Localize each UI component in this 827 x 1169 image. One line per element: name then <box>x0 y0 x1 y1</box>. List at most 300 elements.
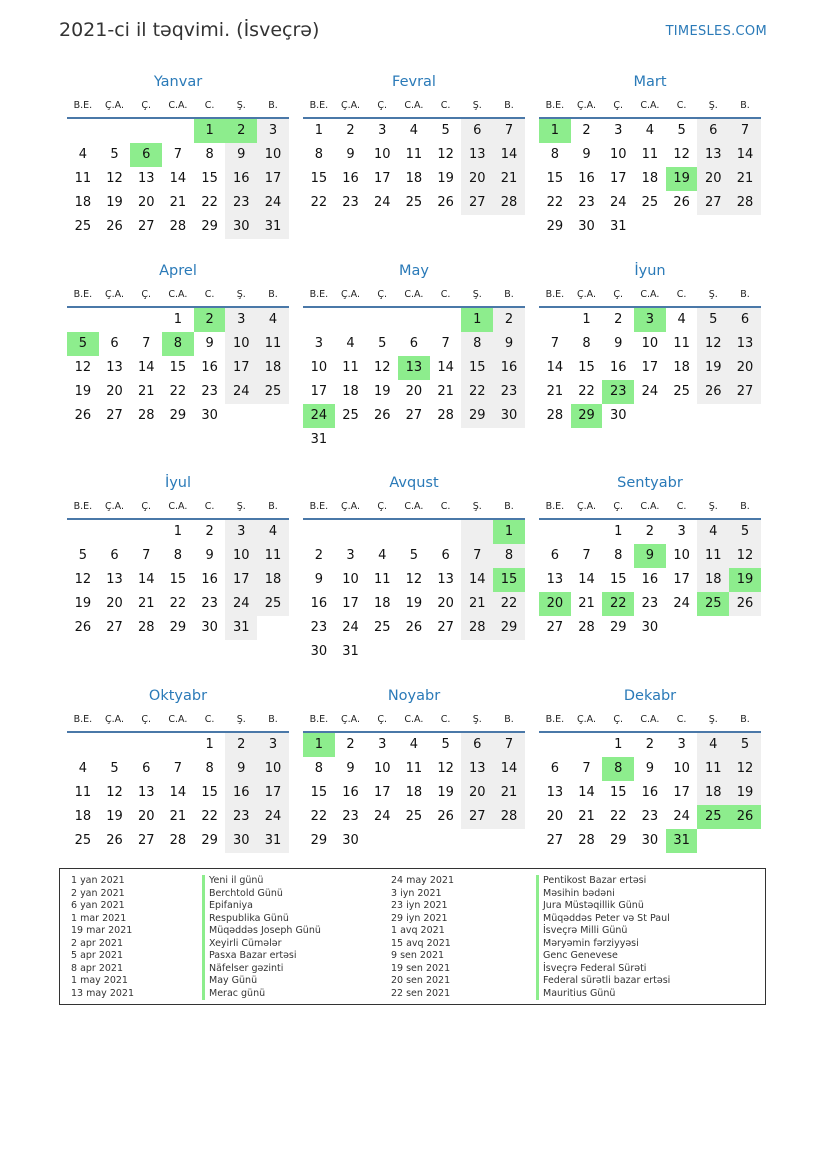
day-cell[interactable]: 12 <box>405 572 423 587</box>
day-cell[interactable]: 13 <box>437 572 454 587</box>
day-cell[interactable]: 27 <box>405 408 423 423</box>
day-cell[interactable]: 22 <box>578 384 595 399</box>
day-cell[interactable]: 2 <box>225 733 257 757</box>
day-cell[interactable]: 15 <box>461 356 493 380</box>
day-cell[interactable]: 23 <box>201 384 218 399</box>
day-cell[interactable]: 21 <box>578 809 595 824</box>
day-cell[interactable]: 10 <box>673 761 690 776</box>
day-cell[interactable]: 5 <box>409 548 419 563</box>
day-cell[interactable]: 20 <box>137 809 155 824</box>
day-cell[interactable]: 28 <box>461 616 493 640</box>
day-cell[interactable]: 21 <box>169 195 187 210</box>
day-cell[interactable]: 31 <box>225 616 257 640</box>
day-cell[interactable]: 28 <box>169 833 187 848</box>
day-cell[interactable]: 26 <box>373 408 391 423</box>
day-cell[interactable]: 7 <box>142 336 151 351</box>
day-cell[interactable]: 24 <box>609 195 627 210</box>
day-cell[interactable]: 25 <box>405 809 423 824</box>
day-cell[interactable]: 23 <box>201 596 218 611</box>
day-cell[interactable]: 20 <box>106 596 123 611</box>
day-cell[interactable]: 24 <box>257 805 289 829</box>
day-cell[interactable]: 13 <box>461 143 493 167</box>
day-cell[interactable]: 27 <box>546 833 564 848</box>
holiday-day-cell[interactable]: 3 <box>634 308 666 332</box>
day-cell[interactable]: 13 <box>461 757 493 781</box>
day-cell[interactable]: 2 <box>645 737 655 752</box>
day-cell[interactable]: 27 <box>461 191 493 215</box>
day-cell[interactable]: 19 <box>373 384 391 399</box>
day-cell[interactable]: 18 <box>405 171 423 186</box>
day-cell[interactable]: 9 <box>493 332 525 356</box>
day-cell[interactable]: 28 <box>437 408 454 423</box>
day-cell[interactable]: 25 <box>257 380 289 404</box>
day-cell[interactable]: 29 <box>201 219 218 234</box>
day-cell[interactable]: 25 <box>342 408 359 423</box>
day-cell[interactable]: 8 <box>173 548 183 563</box>
day-cell[interactable]: 4 <box>78 761 87 776</box>
day-cell[interactable]: 23 <box>493 380 525 404</box>
day-cell[interactable]: 3 <box>225 308 257 332</box>
day-cell[interactable]: 8 <box>582 336 591 351</box>
day-cell[interactable]: 23 <box>225 805 257 829</box>
day-cell[interactable]: 5 <box>110 761 119 776</box>
day-cell[interactable]: 22 <box>493 592 525 616</box>
day-cell[interactable]: 16 <box>201 360 218 375</box>
day-cell[interactable]: 25 <box>673 384 690 399</box>
day-cell[interactable]: 20 <box>461 781 493 805</box>
day-cell[interactable]: 7 <box>729 119 761 143</box>
day-cell[interactable]: 18 <box>697 568 729 592</box>
day-cell[interactable]: 28 <box>729 191 761 215</box>
day-cell[interactable]: 4 <box>697 520 729 544</box>
holiday-day-cell[interactable]: 24 <box>303 404 335 428</box>
day-cell[interactable]: 12 <box>673 147 690 162</box>
day-cell[interactable]: 15 <box>169 360 187 375</box>
day-cell[interactable]: 9 <box>205 548 214 563</box>
day-cell[interactable]: 6 <box>550 761 559 776</box>
day-cell[interactable]: 16 <box>225 781 257 805</box>
holiday-day-cell[interactable]: 15 <box>493 568 525 592</box>
day-cell[interactable]: 29 <box>169 620 187 635</box>
day-cell[interactable]: 4 <box>257 520 289 544</box>
day-cell[interactable]: 15 <box>201 785 218 800</box>
day-cell[interactable]: 5 <box>110 147 119 162</box>
day-cell[interactable]: 16 <box>641 785 659 800</box>
day-cell[interactable]: 20 <box>437 596 454 611</box>
day-cell[interactable]: 8 <box>314 761 323 776</box>
day-cell[interactable]: 2 <box>346 737 355 752</box>
day-cell[interactable]: 30 <box>201 408 218 423</box>
day-cell[interactable]: 21 <box>137 384 155 399</box>
day-cell[interactable]: 26 <box>697 380 729 404</box>
day-cell[interactable]: 3 <box>257 733 289 757</box>
day-cell[interactable]: 27 <box>697 191 729 215</box>
day-cell[interactable]: 10 <box>641 336 659 351</box>
day-cell[interactable]: 1 <box>314 123 323 138</box>
day-cell[interactable]: 4 <box>645 123 655 138</box>
day-cell[interactable]: 24 <box>673 596 690 611</box>
day-cell[interactable]: 19 <box>106 195 123 210</box>
day-cell[interactable]: 26 <box>729 592 761 616</box>
day-cell[interactable]: 23 <box>342 195 359 210</box>
day-cell[interactable]: 12 <box>437 761 454 776</box>
day-cell[interactable]: 1 <box>205 737 214 752</box>
holiday-day-cell[interactable]: 6 <box>130 143 162 167</box>
holiday-day-cell[interactable]: 1 <box>539 119 571 143</box>
day-cell[interactable]: 6 <box>110 336 119 351</box>
day-cell[interactable]: 5 <box>677 123 686 138</box>
holiday-day-cell[interactable]: 1 <box>493 520 525 544</box>
day-cell[interactable]: 24 <box>257 191 289 215</box>
day-cell[interactable]: 4 <box>409 123 419 138</box>
day-cell[interactable]: 5 <box>441 737 450 752</box>
day-cell[interactable]: 26 <box>106 219 123 234</box>
day-cell[interactable]: 23 <box>342 809 359 824</box>
day-cell[interactable]: 19 <box>405 596 423 611</box>
day-cell[interactable]: 18 <box>342 384 359 399</box>
day-cell[interactable]: 7 <box>173 761 183 776</box>
day-cell[interactable]: 21 <box>493 167 525 191</box>
day-cell[interactable]: 11 <box>697 544 729 568</box>
holiday-day-cell[interactable]: 19 <box>729 568 761 592</box>
day-cell[interactable]: 13 <box>106 360 123 375</box>
day-cell[interactable]: 2 <box>582 123 591 138</box>
day-cell[interactable]: 9 <box>645 761 655 776</box>
brand-link[interactable]: TIMESLES.COM <box>665 24 767 39</box>
day-cell[interactable]: 6 <box>409 336 419 351</box>
day-cell[interactable]: 18 <box>697 781 729 805</box>
day-cell[interactable]: 22 <box>310 195 328 210</box>
day-cell[interactable]: 22 <box>609 809 627 824</box>
day-cell[interactable]: 6 <box>110 548 119 563</box>
day-cell[interactable]: 7 <box>550 336 559 351</box>
day-cell[interactable]: 14 <box>493 757 525 781</box>
day-cell[interactable]: 16 <box>493 356 525 380</box>
holiday-day-cell[interactable]: 13 <box>398 356 430 380</box>
holiday-day-cell[interactable]: 1 <box>194 119 226 143</box>
day-cell[interactable]: 22 <box>546 195 564 210</box>
day-cell[interactable]: 11 <box>673 336 690 351</box>
day-cell[interactable]: 24 <box>225 380 257 404</box>
day-cell[interactable]: 10 <box>373 147 391 162</box>
day-cell[interactable]: 11 <box>257 544 289 568</box>
day-cell[interactable]: 4 <box>378 548 387 563</box>
day-cell[interactable]: 27 <box>137 219 155 234</box>
day-cell[interactable]: 11 <box>74 171 92 186</box>
day-cell[interactable]: 17 <box>373 785 391 800</box>
day-cell[interactable]: 15 <box>609 785 627 800</box>
day-cell[interactable]: 4 <box>346 336 355 351</box>
holiday-day-cell[interactable]: 23 <box>602 380 634 404</box>
day-cell[interactable]: 11 <box>405 761 423 776</box>
day-cell[interactable]: 27 <box>137 833 155 848</box>
day-cell[interactable]: 12 <box>106 171 123 186</box>
day-cell[interactable]: 3 <box>677 524 686 539</box>
day-cell[interactable]: 23 <box>225 191 257 215</box>
day-cell[interactable]: 15 <box>169 572 187 587</box>
day-cell[interactable]: 23 <box>310 620 328 635</box>
day-cell[interactable]: 9 <box>225 143 257 167</box>
day-cell[interactable]: 28 <box>493 191 525 215</box>
day-cell[interactable]: 19 <box>437 171 454 186</box>
holiday-day-cell[interactable]: 8 <box>162 332 194 356</box>
day-cell[interactable]: 11 <box>373 572 391 587</box>
day-cell[interactable]: 11 <box>641 147 659 162</box>
day-cell[interactable]: 20 <box>697 167 729 191</box>
day-cell[interactable]: 9 <box>582 147 591 162</box>
day-cell[interactable]: 17 <box>641 360 659 375</box>
day-cell[interactable]: 14 <box>461 568 493 592</box>
day-cell[interactable]: 6 <box>461 733 493 757</box>
day-cell[interactable]: 7 <box>582 548 591 563</box>
day-cell[interactable]: 14 <box>578 785 595 800</box>
holiday-day-cell[interactable]: 19 <box>666 167 698 191</box>
day-cell[interactable]: 8 <box>314 147 323 162</box>
day-cell[interactable]: 6 <box>142 761 151 776</box>
day-cell[interactable]: 7 <box>461 544 493 568</box>
day-cell[interactable]: 31 <box>257 215 289 239</box>
day-cell[interactable]: 31 <box>257 829 289 853</box>
day-cell[interactable]: 20 <box>546 809 564 824</box>
day-cell[interactable]: 17 <box>225 568 257 592</box>
holiday-day-cell[interactable]: 20 <box>539 592 571 616</box>
day-cell[interactable]: 24 <box>641 384 659 399</box>
day-cell[interactable]: 6 <box>441 548 450 563</box>
day-cell[interactable]: 8 <box>550 147 559 162</box>
day-cell[interactable]: 13 <box>546 572 564 587</box>
day-cell[interactable]: 21 <box>493 781 525 805</box>
day-cell[interactable]: 3 <box>314 336 323 351</box>
holiday-day-cell[interactable]: 8 <box>602 757 634 781</box>
day-cell[interactable]: 2 <box>614 312 623 327</box>
day-cell[interactable]: 11 <box>257 332 289 356</box>
day-cell[interactable]: 17 <box>673 572 690 587</box>
day-cell[interactable]: 6 <box>550 548 559 563</box>
day-cell[interactable]: 30 <box>578 219 595 234</box>
day-cell[interactable]: 24 <box>373 809 391 824</box>
day-cell[interactable]: 29 <box>461 404 493 428</box>
day-cell[interactable]: 5 <box>78 548 87 563</box>
day-cell[interactable]: 12 <box>437 147 454 162</box>
day-cell[interactable]: 14 <box>729 143 761 167</box>
day-cell[interactable]: 21 <box>461 592 493 616</box>
day-cell[interactable]: 7 <box>142 548 151 563</box>
day-cell[interactable]: 29 <box>609 833 627 848</box>
day-cell[interactable]: 8 <box>614 548 623 563</box>
day-cell[interactable]: 26 <box>106 833 123 848</box>
day-cell[interactable]: 25 <box>405 195 423 210</box>
day-cell[interactable]: 9 <box>225 757 257 781</box>
day-cell[interactable]: 23 <box>641 809 659 824</box>
day-cell[interactable]: 30 <box>310 644 328 659</box>
day-cell[interactable]: 30 <box>225 215 257 239</box>
day-cell[interactable]: 1 <box>173 312 183 327</box>
holiday-day-cell[interactable]: 1 <box>303 733 335 757</box>
day-cell[interactable]: 6 <box>729 308 761 332</box>
day-cell[interactable]: 3 <box>677 737 686 752</box>
day-cell[interactable]: 18 <box>257 568 289 592</box>
day-cell[interactable]: 18 <box>74 195 92 210</box>
holiday-day-cell[interactable]: 9 <box>634 544 666 568</box>
day-cell[interactable]: 21 <box>137 596 155 611</box>
day-cell[interactable]: 17 <box>609 171 627 186</box>
day-cell[interactable]: 1 <box>614 524 623 539</box>
day-cell[interactable]: 7 <box>173 147 183 162</box>
day-cell[interactable]: 27 <box>106 620 123 635</box>
day-cell[interactable]: 19 <box>437 785 454 800</box>
day-cell[interactable]: 8 <box>461 332 493 356</box>
day-cell[interactable]: 28 <box>493 805 525 829</box>
day-cell[interactable]: 10 <box>225 544 257 568</box>
day-cell[interactable]: 26 <box>437 195 454 210</box>
holiday-day-cell[interactable]: 5 <box>67 332 99 356</box>
day-cell[interactable]: 18 <box>673 360 690 375</box>
day-cell[interactable]: 24 <box>225 592 257 616</box>
day-cell[interactable]: 27 <box>546 620 564 635</box>
day-cell[interactable]: 16 <box>201 572 218 587</box>
day-cell[interactable]: 8 <box>205 147 214 162</box>
day-cell[interactable]: 13 <box>106 572 123 587</box>
day-cell[interactable]: 28 <box>137 408 155 423</box>
day-cell[interactable]: 20 <box>106 384 123 399</box>
day-cell[interactable]: 10 <box>225 332 257 356</box>
day-cell[interactable]: 28 <box>546 408 564 423</box>
day-cell[interactable]: 8 <box>493 544 525 568</box>
day-cell[interactable]: 16 <box>342 171 359 186</box>
day-cell[interactable]: 21 <box>578 596 595 611</box>
day-cell[interactable]: 4 <box>409 737 419 752</box>
day-cell[interactable]: 19 <box>74 596 92 611</box>
day-cell[interactable]: 22 <box>169 384 187 399</box>
day-cell[interactable]: 27 <box>729 380 761 404</box>
holiday-day-cell[interactable]: 26 <box>729 805 761 829</box>
day-cell[interactable]: 10 <box>342 572 359 587</box>
day-cell[interactable]: 13 <box>729 332 761 356</box>
day-cell[interactable]: 14 <box>137 360 155 375</box>
day-cell[interactable]: 25 <box>257 592 289 616</box>
day-cell[interactable]: 3 <box>614 123 623 138</box>
day-cell[interactable]: 31 <box>310 432 328 447</box>
day-cell[interactable]: 24 <box>342 620 359 635</box>
day-cell[interactable]: 16 <box>310 596 328 611</box>
day-cell[interactable]: 20 <box>729 356 761 380</box>
day-cell[interactable]: 17 <box>257 781 289 805</box>
day-cell[interactable]: 15 <box>201 171 218 186</box>
day-cell[interactable]: 21 <box>729 167 761 191</box>
day-cell[interactable]: 18 <box>257 356 289 380</box>
day-cell[interactable]: 9 <box>614 336 623 351</box>
day-cell[interactable]: 12 <box>74 360 92 375</box>
day-cell[interactable]: 30 <box>641 620 659 635</box>
day-cell[interactable]: 10 <box>257 143 289 167</box>
day-cell[interactable]: 2 <box>205 524 214 539</box>
holiday-day-cell[interactable]: 25 <box>697 805 729 829</box>
day-cell[interactable]: 14 <box>169 785 187 800</box>
day-cell[interactable]: 24 <box>673 809 690 824</box>
day-cell[interactable]: 29 <box>609 620 627 635</box>
day-cell[interactable]: 29 <box>201 833 218 848</box>
day-cell[interactable]: 9 <box>314 572 323 587</box>
day-cell[interactable]: 14 <box>546 360 564 375</box>
day-cell[interactable]: 12 <box>74 572 92 587</box>
day-cell[interactable]: 5 <box>729 733 761 757</box>
day-cell[interactable]: 19 <box>697 356 729 380</box>
day-cell[interactable]: 11 <box>342 360 359 375</box>
day-cell[interactable]: 27 <box>106 408 123 423</box>
day-cell[interactable]: 15 <box>310 785 328 800</box>
day-cell[interactable]: 21 <box>169 809 187 824</box>
day-cell[interactable]: 4 <box>697 733 729 757</box>
day-cell[interactable]: 20 <box>461 167 493 191</box>
day-cell[interactable]: 5 <box>441 123 450 138</box>
day-cell[interactable]: 26 <box>437 809 454 824</box>
day-cell[interactable]: 4 <box>257 308 289 332</box>
day-cell[interactable]: 25 <box>373 620 391 635</box>
day-cell[interactable]: 17 <box>310 384 328 399</box>
day-cell[interactable]: 3 <box>225 520 257 544</box>
day-cell[interactable]: 25 <box>641 195 659 210</box>
day-cell[interactable]: 12 <box>373 360 391 375</box>
day-cell[interactable]: 10 <box>373 761 391 776</box>
day-cell[interactable]: 28 <box>578 833 595 848</box>
day-cell[interactable]: 28 <box>578 620 595 635</box>
day-cell[interactable]: 7 <box>582 761 591 776</box>
day-cell[interactable]: 13 <box>137 171 155 186</box>
day-cell[interactable]: 28 <box>137 620 155 635</box>
day-cell[interactable]: 26 <box>405 620 423 635</box>
day-cell[interactable]: 27 <box>461 805 493 829</box>
day-cell[interactable]: 11 <box>74 785 92 800</box>
day-cell[interactable]: 10 <box>310 360 328 375</box>
day-cell[interactable]: 22 <box>201 809 218 824</box>
day-cell[interactable]: 3 <box>346 548 355 563</box>
day-cell[interactable]: 10 <box>673 548 690 563</box>
day-cell[interactable]: 2 <box>314 548 323 563</box>
day-cell[interactable]: 3 <box>378 737 387 752</box>
day-cell[interactable]: 16 <box>342 785 359 800</box>
day-cell[interactable]: 21 <box>546 384 564 399</box>
day-cell[interactable]: 16 <box>225 167 257 191</box>
day-cell[interactable]: 20 <box>405 384 423 399</box>
day-cell[interactable]: 4 <box>677 312 686 327</box>
holiday-day-cell[interactable]: 31 <box>666 829 698 853</box>
day-cell[interactable]: 12 <box>729 544 761 568</box>
day-cell[interactable]: 9 <box>346 761 355 776</box>
day-cell[interactable]: 22 <box>201 195 218 210</box>
day-cell[interactable]: 5 <box>378 336 387 351</box>
day-cell[interactable]: 29 <box>546 219 564 234</box>
holiday-day-cell[interactable]: 22 <box>602 592 634 616</box>
day-cell[interactable]: 7 <box>493 733 525 757</box>
day-cell[interactable]: 17 <box>673 785 690 800</box>
day-cell[interactable]: 14 <box>493 143 525 167</box>
holiday-day-cell[interactable]: 29 <box>571 404 603 428</box>
day-cell[interactable]: 18 <box>373 596 391 611</box>
day-cell[interactable]: 25 <box>74 219 92 234</box>
holiday-day-cell[interactable]: 2 <box>194 308 226 332</box>
day-cell[interactable]: 14 <box>437 360 454 375</box>
day-cell[interactable]: 29 <box>493 616 525 640</box>
day-cell[interactable]: 24 <box>373 195 391 210</box>
day-cell[interactable]: 14 <box>578 572 595 587</box>
day-cell[interactable]: 22 <box>310 809 328 824</box>
day-cell[interactable]: 3 <box>257 119 289 143</box>
day-cell[interactable]: 11 <box>697 757 729 781</box>
holiday-day-cell[interactable]: 25 <box>697 592 729 616</box>
day-cell[interactable]: 10 <box>609 147 627 162</box>
day-cell[interactable]: 20 <box>137 195 155 210</box>
holiday-day-cell[interactable]: 1 <box>461 308 493 332</box>
